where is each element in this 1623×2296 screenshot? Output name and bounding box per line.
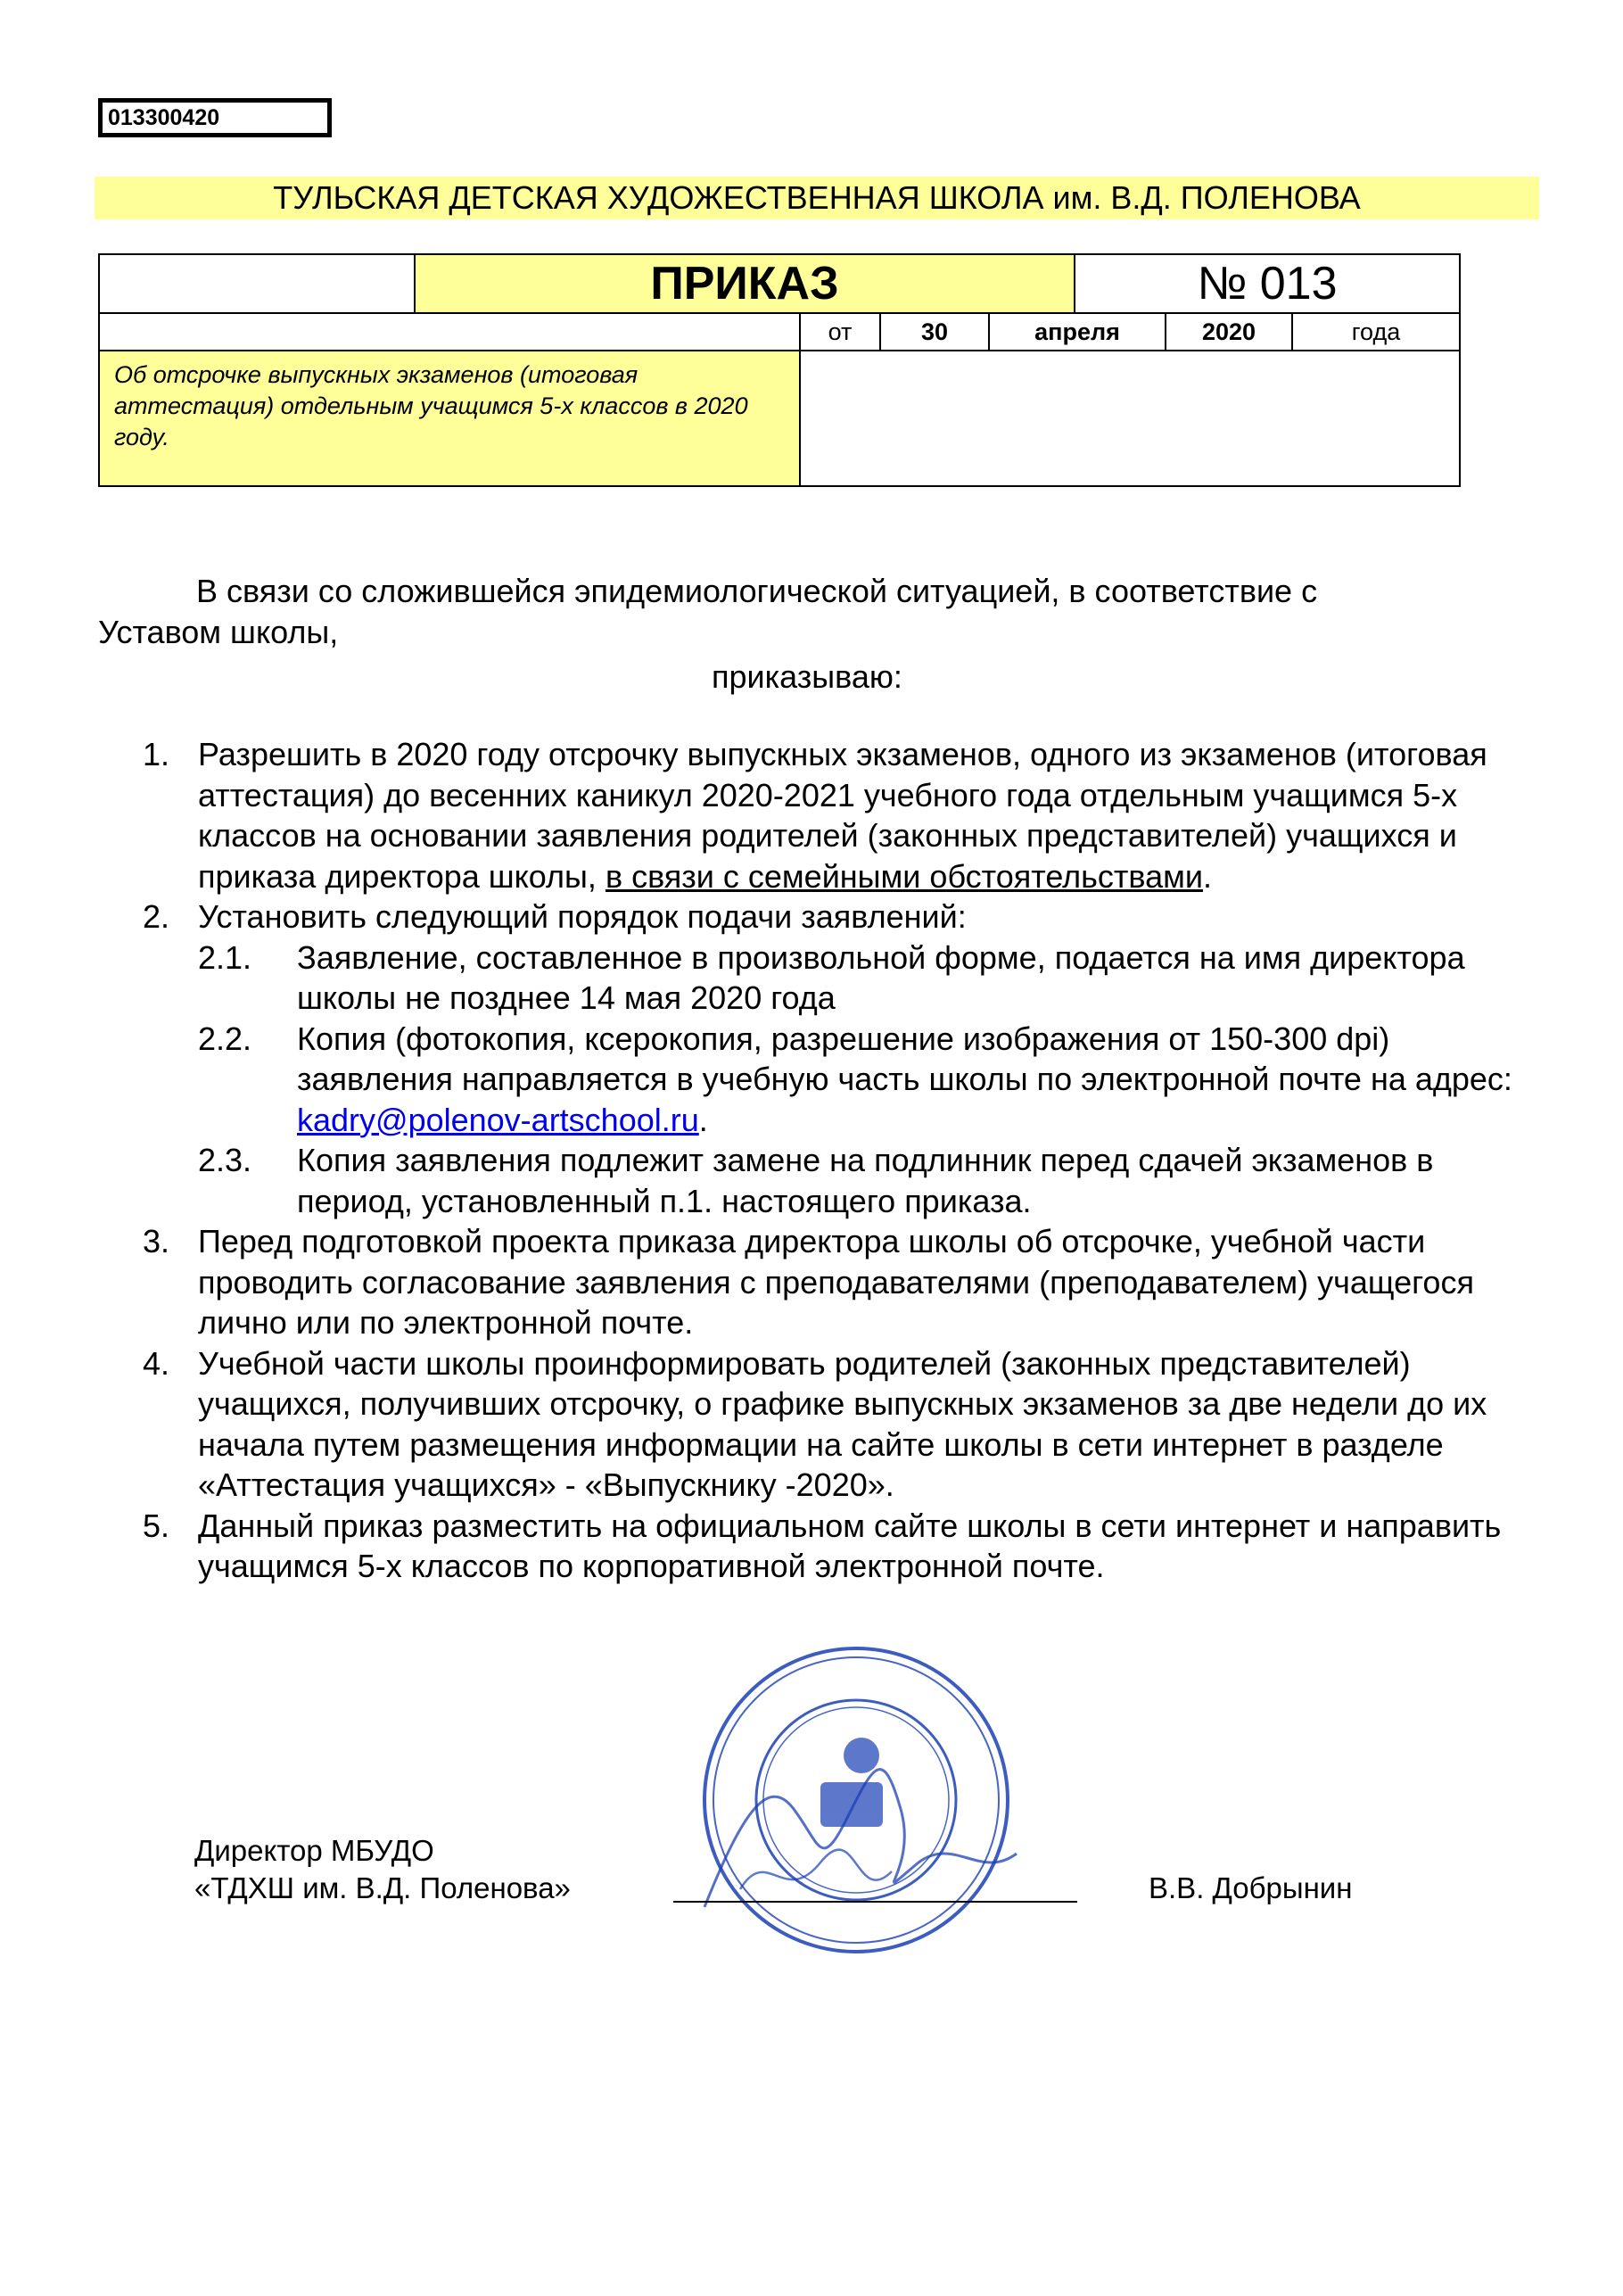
item-number: 4. <box>143 1344 170 1382</box>
sub-item-text: Заявление, составленное в произвольной форме, подается на имя директора школы не позднее 14 мая 2020 года <box>297 938 1465 1016</box>
sub-item-2-2 <box>198 1019 1543 1141</box>
item-number: 5. <box>143 1507 170 1544</box>
sub-item-number: 2.3. <box>198 1142 252 1178</box>
list-item-2 <box>134 896 1543 1221</box>
list-item-1 <box>134 734 1543 896</box>
order-word: приказываю: <box>712 658 902 695</box>
item-number: 2. <box>143 898 170 935</box>
preamble-line-1: В связи со сложившейся эпидемиологической ситуацией, в соответствие с <box>196 573 1318 609</box>
sub-item-number: 2.2. <box>198 1020 252 1057</box>
school-name: ТУЛЬСКАЯ ДЕТСКАЯ ХУДОЖЕСТВЕННАЯ ШКОЛА им. В.Д. ПОЛЕНОВА <box>95 177 1539 219</box>
item-text: Разрешить в 2020 году отсрочку выпускных экзаменов, одного из экзаменов (итоговая аттестация) до весенних каникул 2020-2021 учебного года отдельным учащимся 5-х классов на основании заявления родителей (законных представителей) учащихся и приказа директора школы, <box>198 736 1487 895</box>
date-suffix: года <box>1291 312 1461 351</box>
position-line-1: Директор МБУДО <box>194 1834 434 1867</box>
preamble-line-2: Уставом школы, <box>98 614 339 650</box>
date-day: 30 <box>879 312 990 351</box>
date-month: апреля <box>988 312 1166 351</box>
list-item-4 <box>134 1343 1543 1506</box>
item-text: Учебной части школы проинформировать родителей (законных представителей) учащихся, получивших отсрочку, о графике выпускных экзаменов за две недели до их начала путем размещения информации на сайте школы в сети интернет в разделе «Аттестация учащихся» - «Выпускнику -2020». <box>198 1344 1487 1503</box>
item-text: Перед подготовкой проекта приказа директора школы об отсрочке, учебной части проводить согласование заявления с преподавателями (преподавателем) учащегося лично или по электронной почте. <box>198 1223 1474 1341</box>
sub-item-number: 2.1. <box>198 938 252 976</box>
order-items-list <box>134 734 1543 1587</box>
order-header-table <box>98 253 1461 487</box>
order-title: ПРИКАЗ <box>414 253 1075 314</box>
sub-item-text-end: . <box>698 1101 708 1138</box>
school-seal-stamp <box>687 1639 1026 1961</box>
sub-item-text: Копия заявления подлежит замене на подлинник перед сдачей экзаменов в период, установленный п.1. настоящего приказа. <box>297 1142 1434 1219</box>
signature-line <box>673 1901 1077 1903</box>
item-underlined-text: в связи с семейными обстоятельствами <box>605 857 1204 895</box>
signatory-position <box>194 1832 571 1907</box>
sub-item-2-1 <box>198 937 1543 1019</box>
header-empty-cell <box>98 253 416 314</box>
item-text: Установить следующий порядок подачи заявлений: <box>198 898 967 935</box>
sub-item-2-3 <box>198 1140 1543 1221</box>
date-row-empty-cell <box>98 312 801 351</box>
subject-empty-cell <box>799 350 1461 487</box>
item-number: 1. <box>143 736 170 772</box>
item-text-end: . <box>1203 857 1213 895</box>
item-text: Данный приказ разместить на официальном сайте школы в сети интернет и направить учащимся 5-х классов по корпоративной электронной почте. <box>198 1507 1502 1584</box>
order-subject: Об отсрочке выпускных экзаменов (итоговая аттестация) отдельным учащимся 5-х классов в 2020 году. <box>98 350 801 487</box>
document-code: 013300420 <box>98 98 332 137</box>
order-number: № 013 <box>1074 253 1461 314</box>
sub-item-text: Копия (фотокопия, ксерокопия, разрешение изображения от 150-300 dpi) заявления направляется в учебную часть школы по электронной почте на адрес: <box>297 1020 1512 1097</box>
list-item-5 <box>134 1506 1543 1587</box>
email-link[interactable]: kadry@polenov-artschool.ru <box>297 1101 699 1138</box>
list-item-3 <box>134 1221 1543 1343</box>
date-year: 2020 <box>1165 312 1293 351</box>
preamble <box>98 571 1507 653</box>
item-number: 3. <box>143 1223 170 1259</box>
date-from-label: от <box>799 312 881 351</box>
position-line-2: «ТДХШ им. В.Д. Поленова» <box>194 1871 571 1904</box>
signatory-name: В.В. Добрынин <box>1149 1871 1353 1904</box>
